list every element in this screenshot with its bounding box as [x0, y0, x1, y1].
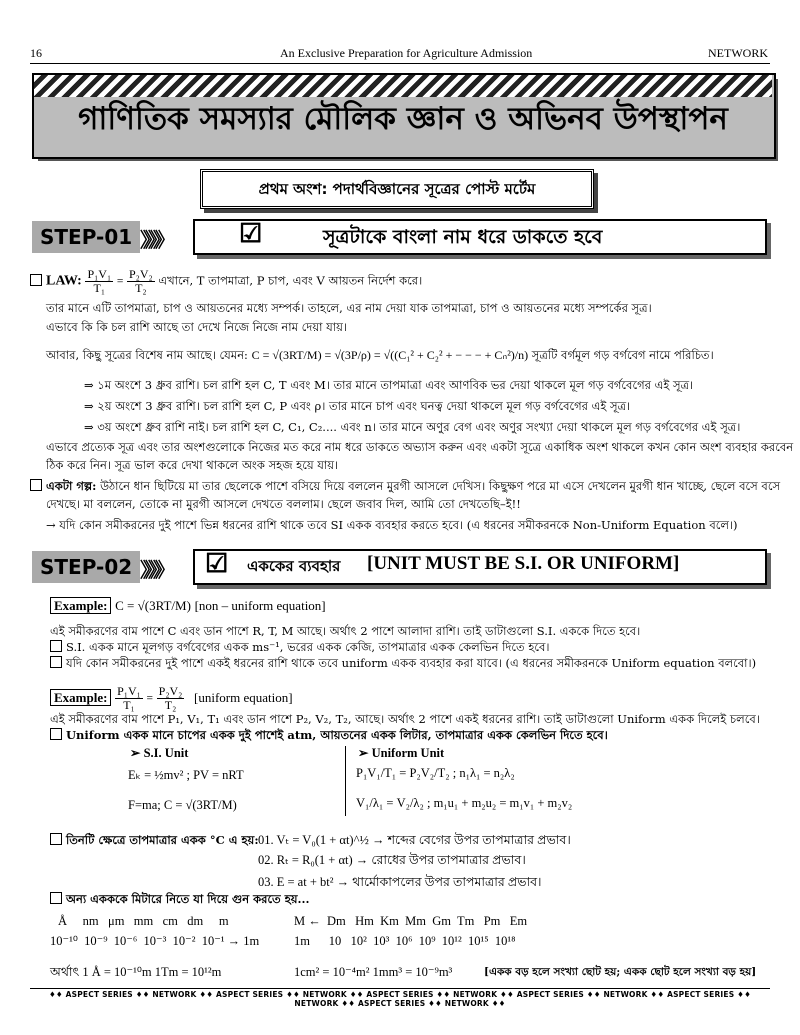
metre-bottom-2: 1cm² = 10⁻⁴m² 1mm³ = 10⁻⁹m³ — [294, 965, 453, 979]
metre-bottom-note: [একক বড় হলে সংখ্যা ছোট হয়; একক ছোট হলে সংখ্যা বড় হয়] — [484, 966, 757, 978]
example-1-formula: C = √(3RT/M) — [115, 598, 191, 613]
celsius-label: তিনটি ক্ষেত্রে তাপমাত্রার একক °C এ হয়: — [50, 833, 259, 848]
story-line-2: দেখছে। মা বললেন, তোকে না মুরগী আসলে দেখতে বললাম। ছেলে জবাব দিল, আমি তো দেখতেছি–ই!! — [46, 497, 521, 511]
footer-series-strip: ♦♦ ASPECT SERIES ♦♦ NETWORK ♦♦ ASPECT SERIES ♦♦ NETWORK ♦♦ ASPECT SERIES ♦♦ NETWORK ♦♦ ASPECT SERIES ♦♦ NETWORK ♦♦ ASPECT SERIES ♦♦ NETWORK ♦♦ ASPECT SERIES ♦♦ NETWORK ♦♦ — [30, 988, 770, 1008]
celsius-eq-2: 02. Rₜ = R₀(1 + αt) → রোধের উপর তাপমাত্রার প্রভাব। — [258, 853, 526, 867]
step-02-title-en: [UNIT MUST BE S.I. OR UNIFORM] — [367, 553, 680, 574]
checkbox-icon — [50, 656, 62, 668]
example-2-line-2: Uniform একক মানে চাপের একক দুই পাশেই atm, আয়তনের একক লিটার, তাপমাত্রার একক কেলভিন দিতে হবে। — [50, 728, 608, 743]
checkbox-icon — [30, 479, 42, 491]
metre-row-small-units: Å nm μm mm cm dm m — [58, 914, 229, 928]
example-1-note: [non – uniform equation] — [194, 598, 326, 613]
example-2: Example: $\frac{\text{P₁V₁}}{\text{T₁}}$ = $\frac{\text{P₂V₂}}{\text{T₂}}$ [uniform equation] — [50, 685, 293, 712]
celsius-eq-1: 01. Vₜ = V₀(1 + αt)^½ → শব্দের বেগের উপর তাপমাত্রার প্রভাব। — [258, 833, 571, 847]
example-1-line-1: এই সমীকরণের বাম পাশে C এবং ডান পাশে R, T, M আছে। অর্থাৎ 2 পাশে আলাদা রাশি। তাই ডাটাগুলো S.I. এককে দিতে হবে। — [50, 624, 641, 638]
example-1-line-3: যদি কোন সমীকরনের দুই পাশে একই ধরনের রাশি থাকে তবে uniform একক ব্যবহার করা যাবে। (এ ধরনের সমীকরনকে Uniform equation বলবো।) — [50, 656, 756, 671]
metre-row-large-factors: 1m 10 10² 10³ 10⁶ 10⁹ 10¹² 10¹⁵ 10¹⁸ — [294, 934, 516, 948]
metre-bottom-1: অর্থাৎ 1 Å = 10⁻¹⁰m 1Tm = 10¹²m — [50, 965, 222, 979]
checkbox-icon — [50, 728, 62, 740]
section-subtitle: প্রথম অংশ: পদার্থবিজ্ঞানের সূত্রের পোস্ট মর্টেম — [200, 169, 594, 209]
banner-stripes — [34, 75, 772, 97]
step-02-title-bn: এককের ব্যবহার — [247, 557, 341, 575]
metre-label: অন্য একককে মিটারে নিতে যা দিয়ে গুন করতে হয়... — [50, 892, 310, 907]
si-unit-heading: ➢ S.I. Unit — [130, 746, 189, 760]
si-unit-line-1: Eₖ = ½mv² ; PV = nRT — [128, 768, 244, 782]
example-1 — [50, 598, 326, 614]
example-2-note: [uniform equation] — [194, 689, 293, 705]
step-02-box — [193, 549, 767, 585]
step-01-box — [193, 219, 767, 255]
metre-row-small-factors: 10⁻¹⁰ 10⁻⁹ 10⁻⁶ 10⁻³ 10⁻² 10⁻¹ → 1m — [50, 934, 260, 948]
law-line-5: ঠিক করে নিন। সূত্র ভাল করে দেখা থাকলে অংক সহজ হয়ে যায়। — [46, 458, 339, 472]
si-unit-line-2: F=ma; C = √(3RT/M) — [128, 798, 237, 812]
rms-formula-line: আবার, কিছু সূত্রের বিশেষ নাম আছে। যেমন: C = √(3RT/M) = √(3P/ρ) = √((C₁² + C₂² + − − − + Cₙ²)/n) সূত্রটি বর্গমূল গড় বর্গবেগ নামে পরিচিত। — [46, 348, 714, 362]
story-line-3: → যদি কোন সমীকরনের দুই পাশে ভিন্ন ধরনের রাশি থাকে তবে SI একক ব্যবহার করতে হবে। (এ ধরনের সমীকরনকে Non-Uniform Equation বলে।) — [46, 518, 738, 532]
step-01-title: সূত্রটাকে বাংলা নাম ধরে ডাকতে হবে — [323, 226, 603, 248]
header-divider — [30, 63, 770, 64]
example-2-label: Example: — [50, 689, 111, 706]
law-line-4: এভাবে প্রত্যেক সূত্র এবং তার অংশগুলোকে নিজের মত করে নাম ধরে ডাকতে অভ্যাস করুন এবং একটা সূত্রে একাধিক অংশ থাকলে কখন কোন অংশ ব্যবহার করবেন — [46, 440, 794, 454]
header-title: An Exclusive Preparation for Agriculture Admission — [280, 46, 533, 60]
header-brand: NETWORK — [708, 46, 768, 60]
law-description: এখানে, T তাপমাত্রা, P চাপ, এবং V আয়তন নির্দেশ করে। — [158, 273, 423, 288]
law-fraction-left: $\frac{\text{P₁V₁}}{\text{T₁}}$ — [87, 267, 112, 295]
step-01-tag: STEP-01 — [32, 221, 140, 253]
law-line-2: এভাবে কি কি চল রাশি আছে তা দেখে নিজে নিজে নাম দেয়া যায়। — [46, 320, 347, 334]
rms-formula: C = √(3RT/M) = √(3P/ρ) = √((C₁² + C₂² + − − − + Cₙ²)/n) — [251, 348, 529, 362]
checkbox-icon — [50, 833, 62, 845]
title-banner — [32, 73, 776, 159]
law-row: LAW: $\frac{\text{P₁V₁}}{\text{T₁}}$ = $\frac{\text{P₂V₂}}{\text{T₂}}$ এখানে, T তাপমাত্রা, P চাপ, এবং V আয়তন নির্দেশ করে। — [30, 268, 422, 295]
uniform-unit-line-2: V₁/λ₁ = V₂/λ₂ ; m₁u₁ + m₂u₂ = m₁v₁ + m₂v₂ — [356, 796, 573, 810]
banner-title: গাণিতিক সমস্যার মৌলিক জ্ঞান ও অভিনব উপস্থাপন — [78, 101, 728, 137]
page-number: 16 — [30, 46, 42, 60]
step-02-chevrons: 》》》》 — [140, 558, 170, 582]
step-02-tag: STEP-02 — [32, 551, 140, 583]
checkbox-icon: ☑ — [205, 549, 229, 579]
law-line-1: তার মানে এটি তাপমাত্রা, চাপ ও আয়তনের মধ্যে সম্পর্ক। তাহলে, এর নাম দেয়া যাক তাপমাত্রা, চাপ ও আয়তনের মধ্যে সম্পর্কের সূত্র। — [46, 301, 652, 315]
step-01-chevrons: 》》》》 — [140, 228, 170, 252]
checkbox-icon — [30, 274, 42, 286]
example-1-label: Example: — [50, 597, 111, 614]
metre-row-large-units: M ← Dm Hm Km Mm Gm Tm Pm Em — [294, 914, 528, 928]
checkbox-icon: ☑ — [239, 219, 263, 249]
example-1-line-2: S.I. একক মানে মূলগড় বর্গবেগের একক ms⁻¹, ভরের একক কেজি, তাপমাত্রার একক কেলভিন দিতে হবে। — [50, 640, 550, 655]
law-fraction-right: $\frac{\text{P₂V₂}}{\text{T₂}}$ — [128, 267, 153, 295]
checkbox-icon — [50, 640, 62, 652]
bullet-3: ⇒ ৩য় অংশে ধ্রুব রাশি নাই। চল রাশি হল C, C₁, C₂.... এবং n। তার মানে অণুর বেগ এবং অণুর সংখ্যা দেয়া থাকলে মূল গড় বর্গবেগের এই সূত্র। — [84, 420, 741, 434]
bullet-2: ⇒ ২য় অংশে 3 ধ্রুব রাশি। চল রাশি হল C, P এবং ρ। তার মানে চাপ এবং ঘনত্ব দেয়া থাকলে মূল গড় বর্গবেগের এই সূত্র। — [84, 399, 631, 413]
uniform-unit-heading: ➢ Uniform Unit — [358, 746, 445, 760]
uniform-unit-line-1: P₁V₁/T₁ = P₂V₂/T₂ ; n₁λ₁ = n₂λ₂ — [356, 766, 515, 780]
example-2-line-1: এই সমীকরণের বাম পাশে P₁, V₁, T₁ এবং ডান পাশে P₂, V₂, T₂, আছে। অর্থাৎ 2 পাশে একই ধরনের রাশি। তাই ডাটাগুলো Uniform একক দিলেই চলবে। — [50, 712, 760, 726]
column-divider — [345, 746, 346, 816]
law-label: LAW: — [46, 273, 82, 289]
story-line-1: একটা গল্প: উঠানে ধান ছিটিয়ে মা তার ছেলেকে পাশে বসিয়ে দিয়ে বললেন মুরগী আসলে দেখিস। কিছুক্ষণ পরে মা এসে দেখলেন মুরগী ধান খাচ্ছে, ছেলে বসে বসে — [30, 479, 780, 494]
checkbox-icon — [50, 892, 62, 904]
bullet-1: ⇒ ১ম অংশে 3 ধ্রুব রাশি। চল রাশি হল C, T এবং M। তার মানে তাপমাত্রা এবং আণবিক ভর দেয়া থাকলে মূল গড় বর্গবেগের এই সূত্র। — [84, 378, 694, 392]
celsius-eq-3: 03. E = at + bt² → থার্মোকাপলের উপর তাপমাত্রার প্রভাব। — [258, 875, 542, 889]
